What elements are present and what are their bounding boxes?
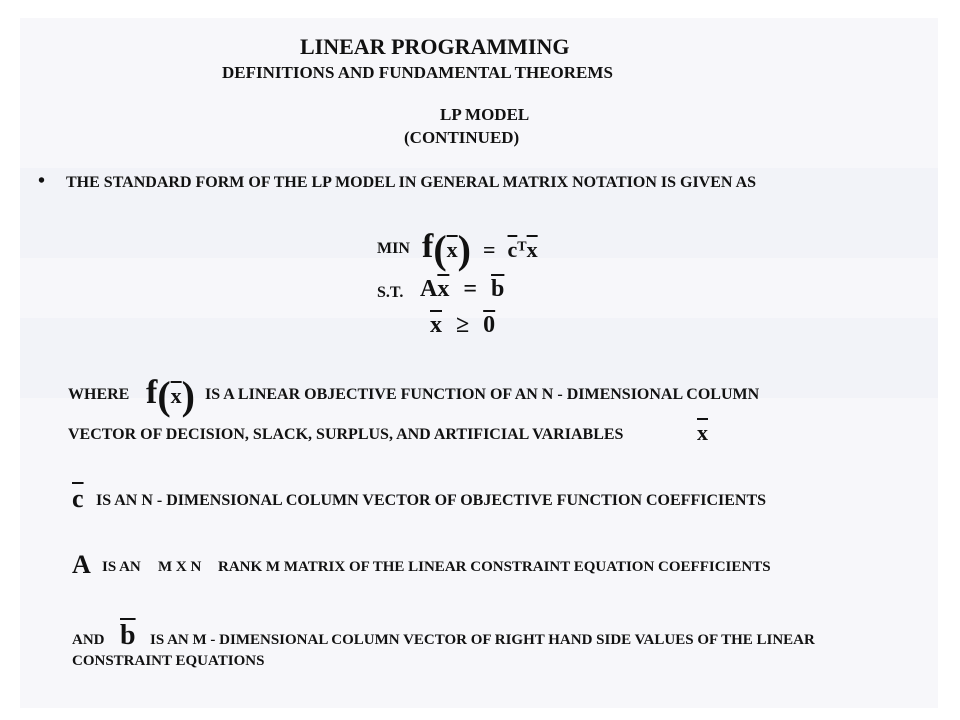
where-label: WHERE xyxy=(68,386,130,403)
c-vector: $\overline{c}$ xyxy=(72,484,84,513)
rparen: ) xyxy=(457,227,471,272)
rparen: ) xyxy=(181,373,195,418)
section-note: (CONTINUED) xyxy=(404,128,520,147)
x-vector: $\overline{x}$ xyxy=(697,420,708,445)
x-vector: $\overline{x}$ xyxy=(526,237,538,262)
a-symbol: A xyxy=(72,550,91,579)
b-vector: $\overline{b}$ xyxy=(120,620,136,651)
section-title: LP MODEL xyxy=(440,105,530,124)
x-vector: $\overline{x}$ xyxy=(430,312,442,338)
lparen: ( xyxy=(157,373,171,418)
objective-expression xyxy=(422,226,538,273)
zero-vector: 0 xyxy=(483,312,496,338)
where-fx xyxy=(146,372,195,419)
page-title: LINEAR PROGRAMMING xyxy=(300,34,570,59)
c-definition: IS AN N - DIMENSIONAL COLUMN VECTOR OF OBJECTIVE FUNCTION COEFFICIENTS xyxy=(96,492,767,509)
bullet-marker: • xyxy=(38,170,46,192)
a-symbol: A xyxy=(420,276,438,302)
st-label: S.T. xyxy=(377,284,404,301)
constraint-expression xyxy=(420,276,504,303)
page-subtitle: DEFINITIONS AND FUNDAMENTAL THEOREMS xyxy=(222,63,613,82)
and-label: AND xyxy=(72,632,105,648)
vector-text: VECTOR OF DECISION, SLACK, SURPLUS, AND ARTIFICIAL VARIABLES xyxy=(68,426,624,443)
b-definition-continued: CONSTRAINT EQUATIONS xyxy=(72,653,265,669)
c-vector: $\overline{c}$ xyxy=(507,237,518,262)
mxn-label: M X N xyxy=(158,559,202,575)
f-symbol: f xyxy=(146,374,158,411)
a-is-an: IS AN xyxy=(102,559,141,575)
f-symbol: f xyxy=(422,228,434,265)
where-text: IS A LINEAR OBJECTIVE FUNCTION OF AN N - DIMENSIONAL COLUMN xyxy=(205,386,760,403)
x-vector: $\overline{x}$ xyxy=(446,237,458,262)
transpose-symbol: T xyxy=(517,239,527,255)
b-definition: IS AN M - DIMENSIONAL COLUMN VECTOR OF RIGHT HAND SIDE VALUES OF THE LINEAR xyxy=(150,632,815,648)
x-vector: $\overline{x}$ xyxy=(170,383,182,408)
min-label: MIN xyxy=(377,240,410,257)
b-vector: $\overline{b}$ xyxy=(491,276,505,302)
a-definition: RANK M MATRIX OF THE LINEAR CONSTRAINT EQUATION COEFFICIENTS xyxy=(218,559,771,575)
geq-sign: ≥ xyxy=(456,312,470,338)
bullet-text: THE STANDARD FORM OF THE LP MODEL IN GENERAL MATRIX NOTATION IS GIVEN AS xyxy=(66,174,757,191)
equals-sign: = xyxy=(463,276,478,302)
x-vector: $\overline{x}$ xyxy=(437,276,450,302)
nonnegativity-expression xyxy=(430,312,495,339)
lparen: ( xyxy=(433,227,447,272)
equals-sign: = xyxy=(482,237,496,262)
